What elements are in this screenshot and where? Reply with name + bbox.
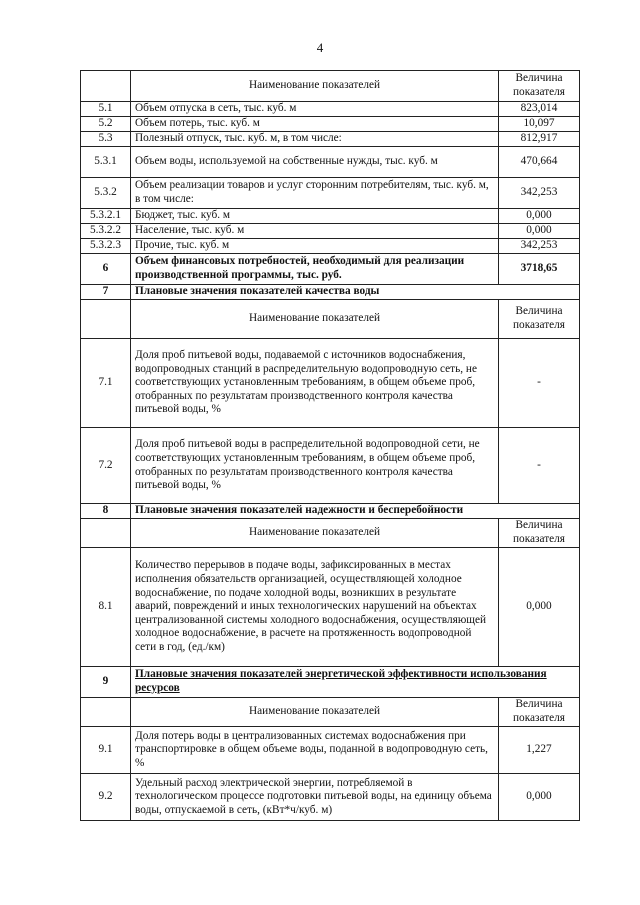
row-number: 5.3.2 bbox=[81, 178, 131, 209]
page-number: 4 bbox=[316, 40, 324, 55]
row-label: Объем реализации товаров и услуг сторонним потребителям, тыс. куб. м, в том числе: bbox=[131, 178, 499, 209]
table-row bbox=[81, 727, 580, 774]
header-value-cell: Величина показателя bbox=[499, 300, 580, 339]
header-num-cell bbox=[81, 300, 131, 339]
section-number: 8 bbox=[81, 504, 131, 519]
section-title: Плановые значения показателей надежности и бесперебойности bbox=[131, 504, 580, 519]
section-header-row bbox=[81, 698, 580, 727]
row-label: Доля проб питьевой воды в распределительной водопроводной сети, не соответствующих установленным требованиям, в общем объеме проб, отобранных по результатам производственного контроля качества питьевой воды, % bbox=[131, 428, 499, 504]
section-title: Плановые значения показателей качества воды bbox=[131, 285, 580, 300]
row-number: 5.3.1 bbox=[81, 147, 131, 178]
row-value: 342,253 bbox=[499, 178, 580, 209]
table-row bbox=[81, 178, 580, 209]
row-label: Население, тыс. куб. м bbox=[131, 224, 499, 239]
section-header-row bbox=[81, 519, 580, 548]
table-row bbox=[81, 209, 580, 224]
row-number: 7.1 bbox=[81, 339, 131, 428]
row-value: 0,000 bbox=[499, 774, 580, 821]
row-number: 5.3 bbox=[81, 132, 131, 147]
table-row bbox=[81, 132, 580, 147]
row-number: 8.1 bbox=[81, 548, 131, 667]
row-value: 0,000 bbox=[499, 209, 580, 224]
section-heading-row bbox=[81, 285, 580, 300]
row-number: 6 bbox=[81, 254, 131, 285]
row-label: Количество перерывов в подаче воды, зафиксированных в местах исполнения обязательств организацией, осуществляющей холодное водоснабжение, по подаче холодной воды, возникших в результате аварий, повреждений и иных технологических нарушений на объектах централизованной системы холодного водоснабжения, осуществляющей холодное водоснабжение, в расчете на протяженность водопроводной сети в год, (ед./км) bbox=[131, 548, 499, 667]
row-label: Доля проб питьевой воды, подаваемой с источников водоснабжения, водопроводных станций в распределительную водопроводную сеть, не соответствующих установленным требованиям, в общем объеме проб, отобранных по результатам производственного контроля качества питьевой воды, % bbox=[131, 339, 499, 428]
row-label: Удельный расход электрической энергии, потребляемой в технологическом процессе подготовки питьевой воды, на единицу объема воды, отпускаемой в сеть, (кВт*ч/куб. м) bbox=[131, 774, 499, 821]
row-label: Доля потерь воды в централизованных системах водоснабжения при транспортировке в общем объеме воды, поданной в водопроводную сеть, % bbox=[131, 727, 499, 774]
header-value-cell: Величина показателя bbox=[499, 519, 580, 548]
header-num-cell bbox=[81, 698, 131, 727]
header-name-cell: Наименование показателей bbox=[131, 300, 499, 339]
row-number: 5.1 bbox=[81, 102, 131, 117]
row-number: 5.3.2.1 bbox=[81, 209, 131, 224]
row-label: Бюджет, тыс. куб. м bbox=[131, 209, 499, 224]
table-row-financial bbox=[81, 254, 580, 285]
header-name-cell: Наименование показателей bbox=[131, 71, 499, 102]
section-header-row bbox=[81, 300, 580, 339]
row-value: 812,917 bbox=[499, 132, 580, 147]
header-value-cell: Величина показателя bbox=[499, 698, 580, 727]
header-name-cell: Наименование показателей bbox=[131, 698, 499, 727]
row-value: 470,664 bbox=[499, 147, 580, 178]
table-row bbox=[81, 147, 580, 178]
table-row bbox=[81, 224, 580, 239]
row-value: 10,097 bbox=[499, 117, 580, 132]
row-value: 1,227 bbox=[499, 727, 580, 774]
row-number: 7.2 bbox=[81, 428, 131, 504]
table-row bbox=[81, 774, 580, 821]
row-label: Объем финансовых потребностей, необходимый для реализации производственной программы, тыс. руб. bbox=[131, 254, 499, 285]
row-number: 9.2 bbox=[81, 774, 131, 821]
row-value: - bbox=[499, 428, 580, 504]
row-value: 3718,65 bbox=[499, 254, 580, 285]
header-num-cell bbox=[81, 71, 131, 102]
table-row bbox=[81, 117, 580, 132]
row-number: 9.1 bbox=[81, 727, 131, 774]
header-name-cell: Наименование показателей bbox=[131, 519, 499, 548]
table-header-row bbox=[81, 71, 580, 102]
row-label: Объем воды, используемой на собственные нужды, тыс. куб. м bbox=[131, 147, 499, 178]
section-heading-row bbox=[81, 667, 580, 698]
row-label: Объем потерь, тыс. куб. м bbox=[131, 117, 499, 132]
row-number: 5.3.2.3 bbox=[81, 239, 131, 254]
header-num-cell bbox=[81, 519, 131, 548]
section-title: Плановые значения показателей энергетической эффективности использования ресурсов bbox=[131, 667, 580, 698]
table-row bbox=[81, 339, 580, 428]
row-value: - bbox=[499, 339, 580, 428]
table-row bbox=[81, 102, 580, 117]
row-value: 0,000 bbox=[499, 224, 580, 239]
section-heading-row bbox=[81, 504, 580, 519]
row-value: 823,014 bbox=[499, 102, 580, 117]
row-number: 5.3.2.2 bbox=[81, 224, 131, 239]
row-label: Полезный отпуск, тыс. куб. м, в том числе: bbox=[131, 132, 499, 147]
row-label: Объем отпуска в сеть, тыс. куб. м bbox=[131, 102, 499, 117]
table-row bbox=[81, 428, 580, 504]
section-number: 7 bbox=[81, 285, 131, 300]
header-value-cell: Величина показателя bbox=[499, 71, 580, 102]
row-value: 342,253 bbox=[499, 239, 580, 254]
row-number: 5.2 bbox=[81, 117, 131, 132]
indicators-table bbox=[80, 70, 580, 821]
table-row bbox=[81, 548, 580, 667]
row-label: Прочие, тыс. куб. м bbox=[131, 239, 499, 254]
section-number: 9 bbox=[81, 667, 131, 698]
table-row bbox=[81, 239, 580, 254]
row-value: 0,000 bbox=[499, 548, 580, 667]
